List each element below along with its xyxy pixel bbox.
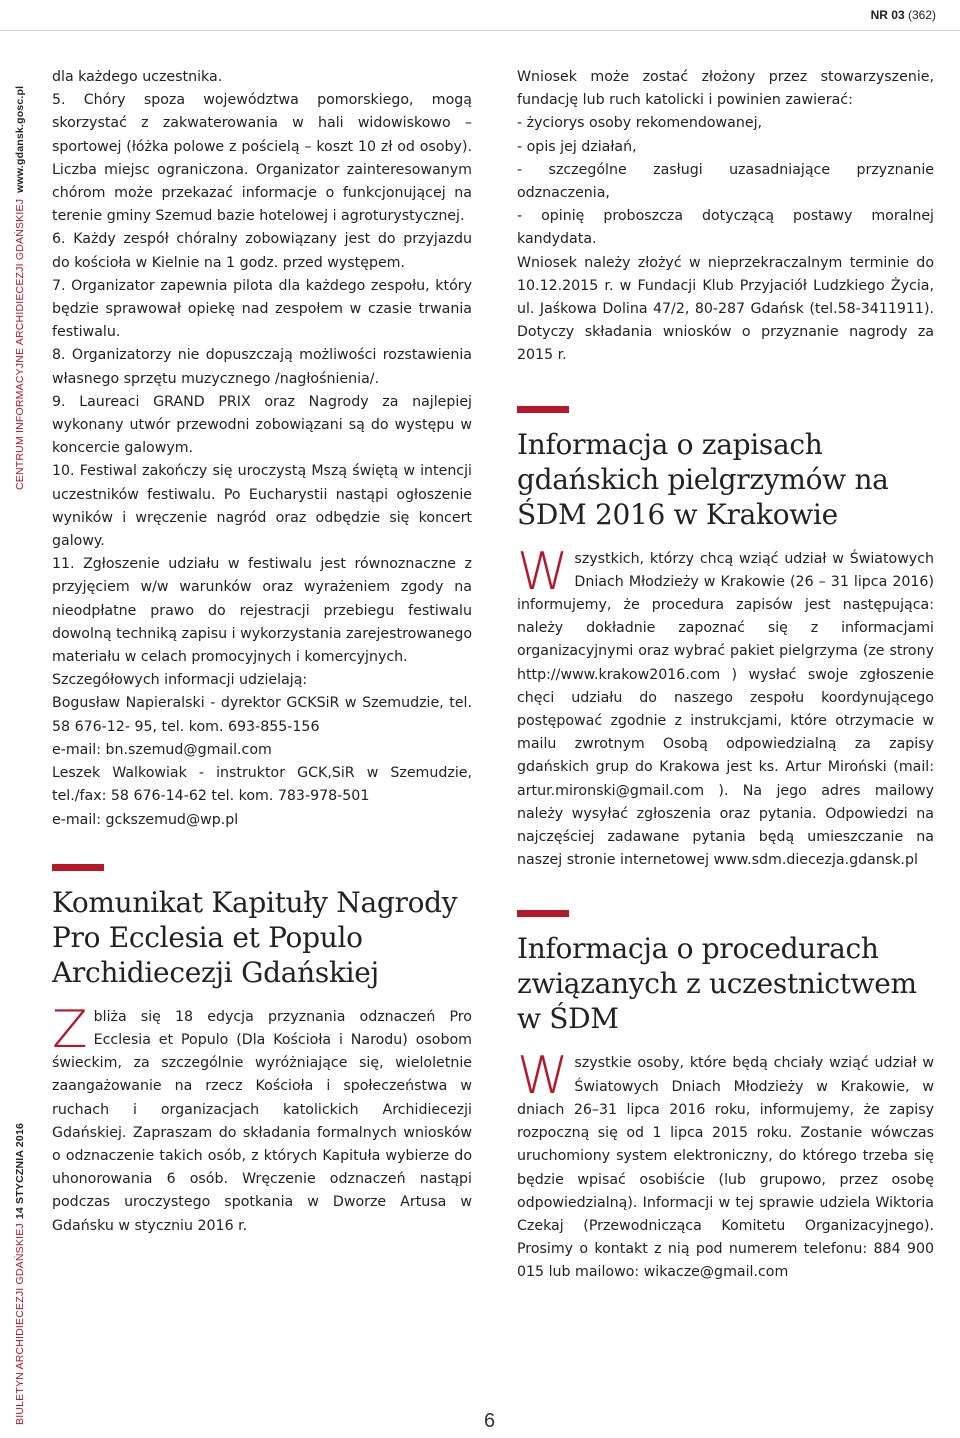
rules-item: dla każdego uczestnika. bbox=[52, 69, 223, 85]
sidebar-publisher: CENTRUM INFORMACYJNE ARCHIDIECEZJI GDAŃSKIEJ bbox=[14, 198, 26, 490]
article-title-kapitula: Komunikat Kapituły Nagrody Pro Ecclesia et Populo Archidiecezji Gdańskiej bbox=[52, 885, 458, 989]
header-divider bbox=[0, 30, 960, 31]
rules-item: 5. Chóry spoza województwa pomorskiego, mogą skorzystać z zakwaterowania w hali widowiskowo – sportowej (łóżka polowe z pościelą – koszt 10 zł od osoby). Liczba miejsc ograniczona. Organizator zainteresowanym chórom może przekazać informacje o funkcjonującej na terenie gminy Szemud bazie hotelowej i agroturystycznej. bbox=[52, 92, 472, 225]
rules-item: 10. Festiwal zakończy się uroczystą Mszą świętą w intencji uczestników festiwalu. Po Eucharystii nastąpi ogłoszenie wyników i wręczenie nagród oraz odbędzie się koncert galowy. bbox=[52, 463, 472, 550]
drop-cap: W bbox=[517, 1046, 569, 1107]
application-intro: Wniosek może zostać złożony przez stowarzyszenie, fundację lub ruch katolicki i powinien zawierać: bbox=[517, 69, 934, 109]
sidebar-date: 14 STYCZNIA 2016 bbox=[14, 1122, 26, 1220]
page-number: 6 bbox=[484, 1410, 496, 1432]
article-body-kapitula bbox=[52, 999, 472, 1238]
rules-item: 6. Każdy zespół chóralny zobowiązany jest do przyjazdu do kościoła w Kielnie na 1 godz. przed występem. bbox=[52, 231, 472, 271]
rules-item: 9. Laureaci GRAND PRIX oraz Nagrody za najlepiej wykonany utwór przewodni zobowiązani są do występu w koncercie galowym. bbox=[52, 393, 472, 457]
section-marker bbox=[517, 406, 569, 413]
contact-email-2: e-mail: gckszemud@wp.pl bbox=[52, 811, 239, 828]
sidebar-top-label bbox=[14, 86, 26, 490]
section-marker bbox=[52, 864, 104, 871]
right-column bbox=[517, 66, 934, 1285]
sidebar-bulletin: BIULETYN ARCHIDIECEZJI GDAŃSKIEJ bbox=[14, 1223, 26, 1425]
contact-heading: Szczegółowych informacji udzielają: bbox=[52, 672, 308, 689]
article-body-procedury bbox=[517, 1046, 934, 1284]
issue-sequence: (362) bbox=[907, 8, 936, 22]
drop-cap: Z bbox=[52, 999, 88, 1060]
drop-cap: W bbox=[517, 541, 569, 602]
article-body-zapisy bbox=[517, 541, 934, 873]
article-text: bliża się 18 edycja przyznania odznaczeń Pro Ecclesia et Populo (Dla Kościoła i Narodu) osobom świeckim, za szczególnie wyróżniające się, wieloletnie zaangażowanie na rzecz Kościoła i społeczeństwa w ruchach i organizacjach katolickich Archidiecezji Gdańskiej. Zapraszam do składania formalnych wniosków o odznaczenie takich osób, z których Kapituła wybierze do uhonorowania 6 osób. Wręczenie odznaczeń nastąpi podczas uroczystego spotkania w Dworze Artusa w Gdańsku w styczniu 2016 r. bbox=[52, 1008, 472, 1234]
requirement-item: - życiorys osoby rekomendowanej, bbox=[517, 115, 763, 132]
rules-item: 7. Organizator zapewnia pilota dla każdego zespołu, który będzie sprawował opiekę nad zespołem w czasie trwania festiwalu. bbox=[52, 277, 472, 341]
article-text: szystkich, którzy chcą wziąć udział w Światowych Dniach Młodzieży w Krakowie (26 – 31 lipca 2016) informujemy, że procedura zapisów jest następująca: należy dokładnie zapoznać się z informacjami organizacyjnymi oraz wybrać pakiet pielgrzyma (ze strony http://www.krakow2016.com ) wysłać swoje zgłoszenie chęci udziału do naszego zespołu koordynującego postępować zgodnie z instrukcjami, które otrzymacie w mailu zwrotnym Osobą odpowiedzialną za zapisy gdańskich grup do Krakowa jest ks. Artur Miroński (mail: artur.mironski@gmail.com ). Na jego adres mailowy należy wysyłać zgłoszenia oraz pytania. Odpowiedzi na najczęściej zadawane pytania będą umieszczanie na naszej stronie internetowej www.sdm.diecezja.gdansk.pl bbox=[517, 550, 934, 869]
left-column bbox=[52, 66, 472, 1238]
requirement-item: - opinię proboszcza dotyczącą postawy moralnej kandydata. bbox=[517, 208, 934, 248]
contact-person-2: Leszek Walkowiak - instruktor GCK,SiR w Szemudzie, tel./fax: 58 676-14-62 tel. kom. 783-978-501 bbox=[52, 765, 472, 805]
sidebar-url: www.gdansk.gosc.pl bbox=[14, 85, 26, 193]
section-marker bbox=[517, 910, 569, 917]
requirement-item: - szczególne zasługi uzasadniające przyznanie odznaczenia, bbox=[517, 161, 934, 202]
article-text: szystkie osoby, które będą chciały wziąć udział w Światowych Dniach Młodzieży w Krakowie, w dniach 26–31 lipca 2016 roku, informujemy, że zapisy rozpoczną się od 1 lipca 2015 roku. Zostanie wówczas uruchomiony system elektroniczny, do którego trzeba się będzie wpisać osobiście (lub grupowo, przez osobę odpowiedzialną). Informacji w tej sprawie udziela Wiktoria Czekaj (Przewodnicząca Komitetu Organizacyjnego). Prosimy o kontakt z nią pod numerem telefonu: 884 900 015 lub mailowo: wikacze@gmail.com bbox=[517, 1055, 934, 1281]
contact-email-1: e-mail: bn.szemud@gmail.com bbox=[52, 741, 272, 758]
requirement-item: - opis jej działań, bbox=[517, 138, 637, 155]
application-deadline: Wniosek należy złożyć w nieprzekraczalnym terminie do 10.12.2015 r. w Fundacji Klub Przyjaciół Ludzkiego Życia, ul. Jaśkowa Dolina 47/2, 80-287 Gdańsk (tel.58-3411911). Dotyczy składania wniosków o przyznanie nagrody za 2015 r. bbox=[517, 254, 934, 364]
article-title-zapisy: Informacja o zapisach gdańskich pielgrzymów na ŚDM 2016 w Krakowie bbox=[517, 427, 889, 531]
issue-label: NR 03 bbox=[870, 8, 905, 22]
contact-person-1: Bogusław Napieralski - dyrektor GCKSiR w Szemudzie, tel. 58 676-12- 95, tel. kom. 693-855-156 bbox=[52, 695, 472, 735]
rules-item: 8. Organizatorzy nie dopuszczają możliwości rozstawienia własnego sprzętu muzycznego /nagłośnienia/. bbox=[52, 347, 472, 387]
article-title-procedury: Informacja o procedurach związanych z uczestnictwem w ŚDM bbox=[517, 932, 917, 1036]
rules-item: 11. Zgłoszenie udziału w festiwalu jest równoznaczne z przyjęciem w/w warunków oraz wyrażeniem zgody na nieodpłatne prawo do rejestracji przebiegu festiwalu dowolną techniką zapisu i wykorzystania zarejestrowanego materiału w celach promocyjnych i komercyjnych. bbox=[52, 556, 472, 666]
issue-number bbox=[871, 8, 936, 22]
sidebar-bottom-label bbox=[14, 1123, 26, 1425]
